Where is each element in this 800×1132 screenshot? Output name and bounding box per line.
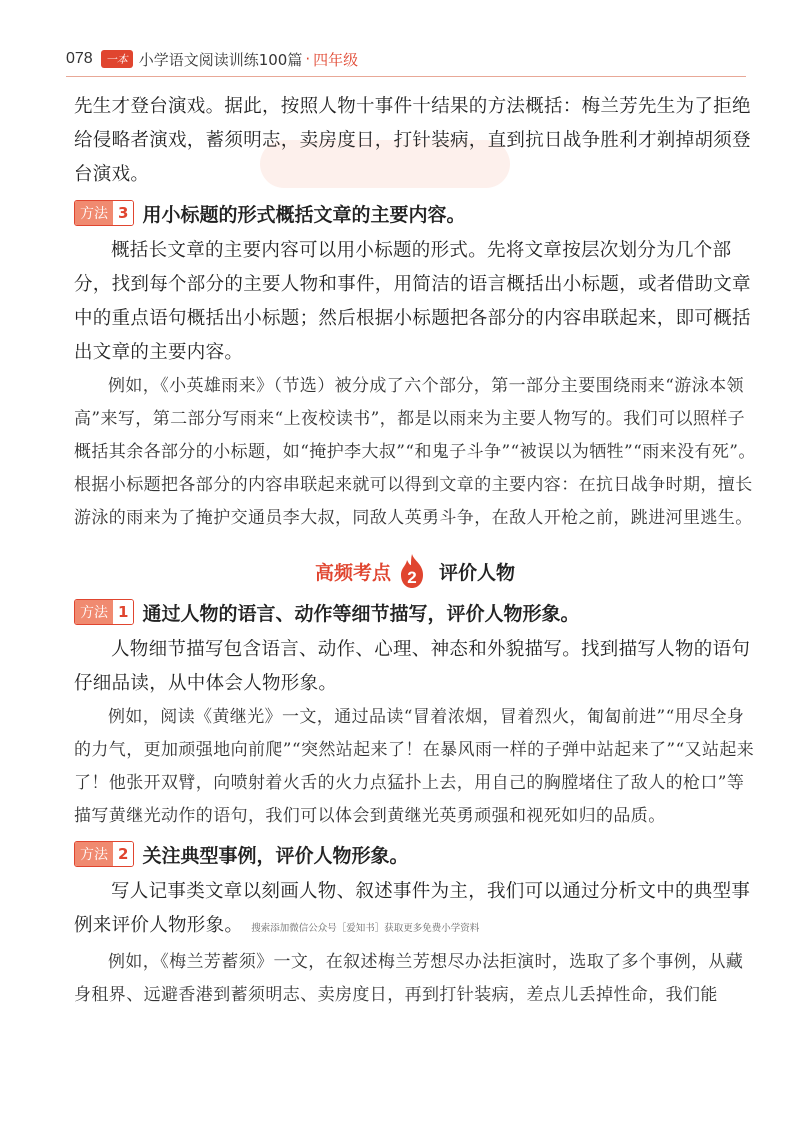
grade-label: 四年级 [313,50,359,69]
method-badge-word: 方法 [75,201,113,225]
header-rule [66,76,746,77]
method-2-heading [74,837,756,871]
method-2-body-text: 写人记事类文章以刻画人物、叙述事件为主，我们可以通过分析文中的典型事例来评价人物形象。 [74,881,751,936]
method-3-heading [74,196,756,230]
method-3-example: 例如，《小英雄雨来》（节选）被分成了六个部分，第一部分主要围绕雨来“游泳本领高”来写，第二部分写雨来“上夜校读书”，都是以雨来为主要人物写的。我们可以照样子概括其余各部分的小标题，如“掩护李大叔”“和鬼子斗争”“被误以为牺牲”“雨来没有死”。根据小标题把各部分的内容串联起来就可以得到文章的主要内容：在抗日战争时期，擅长游泳的雨来为了掩护交通员李大叔，同敌人英勇斗争，在敌人开枪之前，跳进河里逃生。 [74,376,756,528]
method-1-title: 通过人物的语言、动作等细节描写，评价人物形象。 [142,602,580,625]
high-frequency-heading [74,553,756,589]
page-content [74,90,756,1012]
method-3-body: 概括长文章的主要内容可以用小标题的形式。先将文章按层次划分为几个部分，找到每个部分的主要人物和事件，用简洁的语言概括出小标题，或者借助文章中的重点语句概括出小标题；然后根据小标题把各部分的内容串联起来，即可概括出文章的主要内容。 [74,240,751,363]
method-1-badge [74,599,134,625]
method-1-example: 例如，阅读《黄继光》一文，通过品读“冒着浓烟，冒着烈火，匍匐前进”“用尽全身的力气，更加顽强地向前爬”“突然站起来了！在暴风雨一样的子弹中站起来了”“又站起来了！他张开双臂，向喷射着火舌的火力点猛扑上去，用自己的胸膛堵住了敌人的枪口”等描写黄继光动作的语句，我们可以体会到黄继光英勇顽强和视死如归的品质。 [74,707,755,826]
page-header [66,46,746,72]
method-1-heading [74,595,756,629]
page-number: 078 [66,50,93,67]
flame-number-icon [397,553,427,589]
method-2-example: 例如，《梅兰芳蓄须》一文，在叙述梅兰芳想尽办法拒演时，选取了多个事例，从藏身租界、远避香港到蓄须明志、卖房度日，再到打针装病，差点儿丢掉性命，我们能 [74,952,744,1005]
method-badge-number: 1 [113,600,133,624]
method-badge-number: 3 [113,201,133,225]
brand-logo: 一本 [101,50,133,68]
method-3-title: 用小标题的形式概括文章的主要内容。 [142,203,466,226]
high-frequency-title: 评价人物 [439,561,516,584]
method-1-body: 人物细节描写包含语言、动作、心理、神态和外貌描写。找到描写人物的语句仔细品读，从中体会人物形象。 [74,639,751,694]
method-badge-number: 2 [113,842,133,866]
high-frequency-label: 高频考点 [314,561,391,584]
method-2-body [74,875,756,946]
method-badge-word: 方法 [75,600,113,624]
method-badge-word: 方法 [75,842,113,866]
flame-number: 2 [407,568,417,587]
method-2-badge [74,841,134,867]
title-separator: · [305,50,311,68]
book-title: 小学语文阅读训练100篇 [138,50,303,69]
method-3-badge [74,200,134,226]
watermark-text: 搜索添加微信公众号［爱知书］获取更多免费小学资料 [251,923,480,934]
intro-paragraph: 先生才登台演戏。据此，按照人物十事件十结果的方法概括：梅兰芳先生为了拒绝给侵略者演戏，蓄须明志，卖房度日，打针装病，直到抗日战争胜利才剃掉胡须登台演戏。 [74,96,751,185]
method-2-title: 关注典型事例，评价人物形象。 [142,844,409,867]
